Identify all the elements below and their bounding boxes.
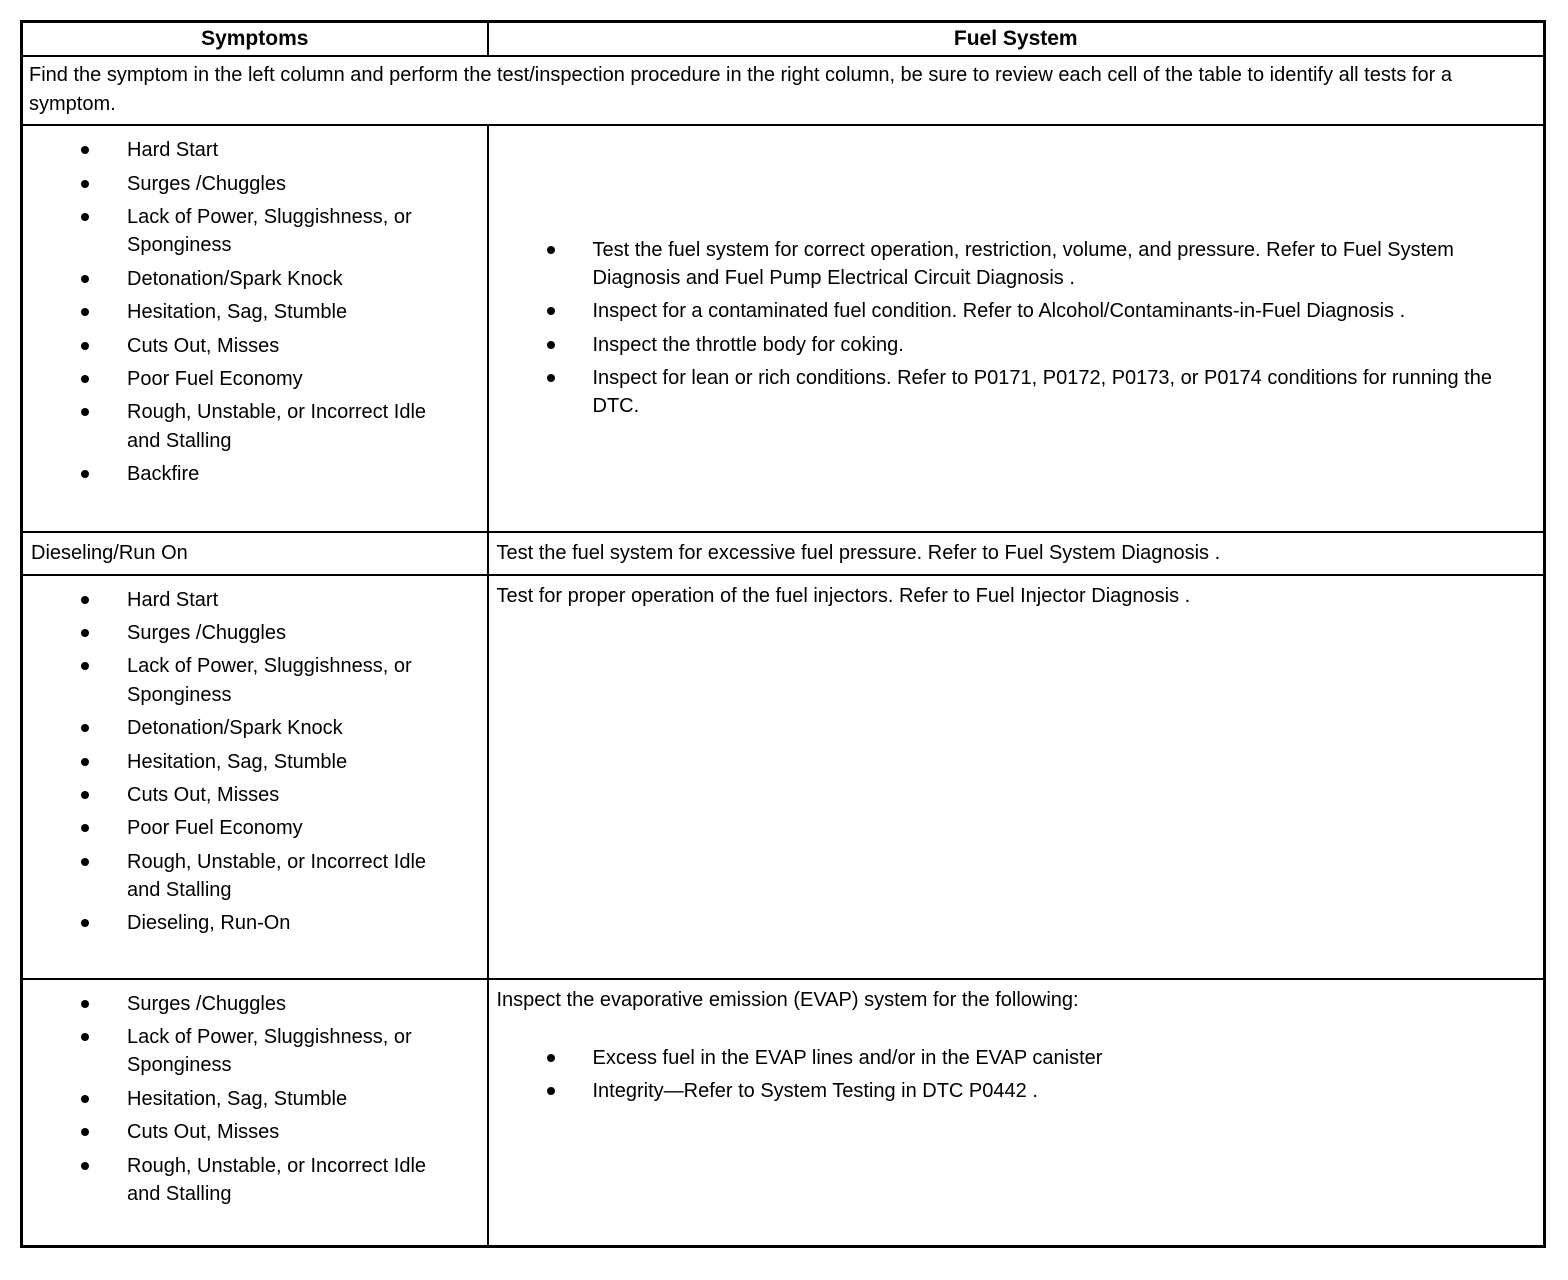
bullet-item: Cuts Out, Misses	[81, 781, 477, 809]
bullet-item: Detonation/Spark Knock	[81, 265, 477, 293]
bullet-item: Lack of Power, Sluggishness, or Sponginess	[81, 203, 477, 260]
symptom-cell	[22, 979, 488, 1247]
bullet-item: Poor Fuel Economy	[81, 814, 477, 842]
procedure-cell	[488, 979, 1545, 1247]
intro-row	[22, 56, 1545, 125]
symptom-cell-bullet-list	[29, 990, 481, 1209]
symptom-cell-text: Dieseling/Run On	[31, 542, 188, 565]
bullet-item: Rough, Unstable, or Incorrect Idle and Stalling	[81, 1152, 477, 1209]
bullet-item: Cuts Out, Misses	[81, 332, 477, 360]
bullet-item: Surges /Chuggles	[81, 619, 477, 647]
procedure-cell	[488, 575, 1545, 979]
procedure-cell-text: Test for proper operation of the fuel injectors. Refer to Fuel Injector Diagnosis .	[496, 584, 1191, 607]
procedure-cell-bullet-list	[495, 236, 1538, 421]
procedure-cell-text: Inspect the evaporative emission (EVAP) system for the following:	[496, 988, 1079, 1011]
bullet-item: Cuts Out, Misses	[81, 1118, 477, 1146]
bullet-item: Hard Start	[81, 136, 477, 164]
procedure-cell	[488, 532, 1545, 574]
bullet-item: Inspect the throttle body for coking.	[547, 331, 1534, 359]
bullet-item: Surges /Chuggles	[81, 170, 477, 198]
bullet-item: Hesitation, Sag, Stumble	[81, 298, 477, 326]
procedure-cell-bullet-list	[495, 1044, 1538, 1106]
symptom-cell	[22, 125, 488, 532]
symptoms-column-header: Symptoms	[22, 22, 488, 57]
bullet-item: Backfire	[81, 460, 477, 488]
bullet-item: Excess fuel in the EVAP lines and/or in the EVAP canister	[547, 1044, 1534, 1072]
bullet-item: Inspect for lean or rich conditions. Refer to P0171, P0172, P0173, or P0174 conditions for running the DTC.	[547, 364, 1534, 421]
bullet-item: Hesitation, Sag, Stumble	[81, 748, 477, 776]
symptom-row-2	[22, 532, 1545, 574]
procedure-cell-text: Test the fuel system for excessive fuel pressure. Refer to Fuel System Diagnosis .	[496, 542, 1221, 565]
bullet-item: Surges /Chuggles	[81, 990, 477, 1018]
symptom-row-4	[22, 979, 1545, 1247]
bullet-item: Test the fuel system for correct operation, restriction, volume, and pressure. Refer to Fuel System Diagnosis and Fuel Pump Electrical Circuit Diagnosis .	[547, 236, 1534, 293]
symptom-row-3	[22, 575, 1545, 979]
bullet-item: Detonation/Spark Knock	[81, 714, 477, 742]
bullet-item: Lack of Power, Sluggishness, or Sponginess	[81, 652, 477, 709]
bullet-item: Hesitation, Sag, Stumble	[81, 1085, 477, 1113]
table-header-row	[22, 22, 1545, 57]
symptom-cell-bullet-list	[29, 136, 481, 488]
symptom-cell	[22, 575, 488, 979]
symptom-diagnosis-table	[20, 20, 1546, 1248]
intro-text: Find the symptom in the left column and perform the test/inspection procedure in the right column, be sure to review each cell of the table to identify all tests for a symptom.	[22, 56, 1545, 125]
bullet-item: Rough, Unstable, or Incorrect Idle and Stalling	[81, 398, 477, 455]
symptom-cell-bullet-list	[29, 586, 481, 938]
bullet-item: Rough, Unstable, or Incorrect Idle and Stalling	[81, 848, 477, 905]
bullet-item: Poor Fuel Economy	[81, 365, 477, 393]
symptom-cell	[22, 532, 488, 574]
fuel-system-column-header: Fuel System	[488, 22, 1545, 57]
procedure-cell	[488, 125, 1545, 532]
symptom-row-1	[22, 125, 1545, 532]
bullet-item: Dieseling, Run-On	[81, 909, 477, 937]
bullet-item: Inspect for a contaminated fuel condition. Refer to Alcohol/Contaminants-in-Fuel Diagnosis .	[547, 297, 1534, 325]
bullet-item: Integrity—Refer to System Testing in DTC P0442 .	[547, 1077, 1534, 1105]
bullet-item: Hard Start	[81, 586, 477, 614]
bullet-item: Lack of Power, Sluggishness, or Sponginess	[81, 1023, 477, 1080]
